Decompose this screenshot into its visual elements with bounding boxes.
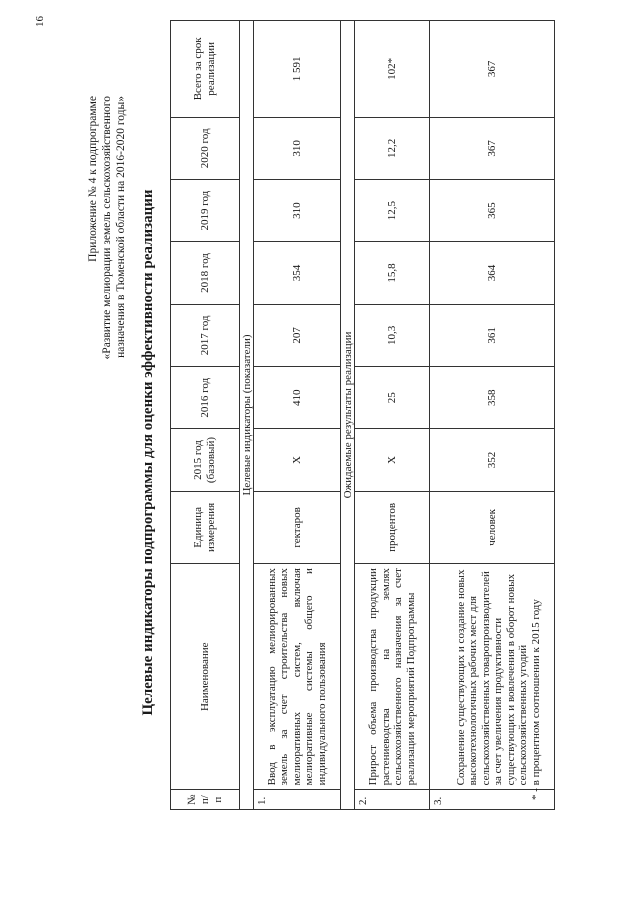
cell-2016: 410 (254, 367, 341, 429)
cell-2018: 364 (430, 242, 555, 304)
indicators-table (170, 20, 555, 810)
section-row (341, 21, 355, 810)
cell-num: 3. (430, 790, 555, 810)
appendix-line: «Развитие мелиорации земель сельскохозяйственного (101, 96, 113, 360)
table-row (254, 21, 341, 810)
cell-2018: 354 (254, 242, 341, 304)
cell-total: 367 (430, 21, 555, 118)
appendix-line: назначения в Тюменской области на 2016-2020 годы» (115, 96, 127, 358)
header-name: Наименование (171, 564, 240, 790)
table-header-row (171, 21, 240, 810)
header-num: № п/ п (171, 790, 240, 810)
cell-2017: 361 (430, 304, 555, 366)
cell-2017: 207 (254, 304, 341, 366)
cell-name: Прирост объема производства продукции растениеводства на землях сельскохозяйственного назначения за счет реализации мероприятий Подпрограммы (355, 564, 430, 790)
header-2019: 2019 год (171, 179, 240, 241)
cell-total: 102* (355, 21, 430, 118)
cell-2019: 310 (254, 179, 341, 241)
table-row (355, 21, 430, 810)
cell-unit: человек (430, 491, 555, 563)
header-2018: 2018 год (171, 242, 240, 304)
cell-2016: 25 (355, 367, 430, 429)
section-results: Ожидаемые результаты реализации (341, 21, 355, 810)
cell-num: 2. (355, 790, 430, 810)
cell-2019: 365 (430, 179, 555, 241)
document-title: Целевые индикаторы подпрограммы для оценки эффективности реализации (140, 189, 156, 716)
footnote: * - в процентном соотношении к 2015 году (530, 599, 542, 800)
cell-2020: 367 (430, 117, 555, 179)
header-2020: 2020 год (171, 117, 240, 179)
cell-2015: Х (254, 429, 341, 491)
cell-2019: 12,5 (355, 179, 430, 241)
cell-name: Сохранение существующих и создание новых высокотехнологичных рабочих мест для сельскохозяйственных товаропроизводителей за счет увеличения продуктивности существующих и вовлечения в оборот новых сельскохозяйственных угодий (430, 564, 555, 790)
cell-2020: 310 (254, 117, 341, 179)
cell-unit: процентов (355, 491, 430, 563)
page-number: 16 (34, 16, 46, 27)
cell-2015: Х (355, 429, 430, 491)
cell-num: 1. (254, 790, 341, 810)
cell-2016: 358 (430, 367, 555, 429)
header-2015: 2015 год (базовый) (171, 429, 240, 491)
header-2016: 2016 год (171, 367, 240, 429)
cell-name: Ввод в эксплуатацию мелиорированных земель за счет строительства новых мелиоративных систем, включая мелиоративные системы общего и индивидуального пользования (254, 564, 341, 790)
cell-2018: 15,8 (355, 242, 430, 304)
section-row (240, 21, 254, 810)
cell-2020: 12,2 (355, 117, 430, 179)
header-total: Всего за срок реализации (171, 21, 240, 118)
cell-2017: 10,3 (355, 304, 430, 366)
appendix-line: Приложение № 4 к подпрограмме (87, 96, 99, 262)
header-unit: Единица измерения (171, 491, 240, 563)
header-2017: 2017 год (171, 304, 240, 366)
cell-total: 1 591 (254, 21, 341, 118)
section-indicators: Целевые индикаторы (показатели) (240, 21, 254, 810)
cell-2015: 352 (430, 429, 555, 491)
cell-unit: гектаров (254, 491, 341, 563)
appendix-header (86, 96, 128, 516)
